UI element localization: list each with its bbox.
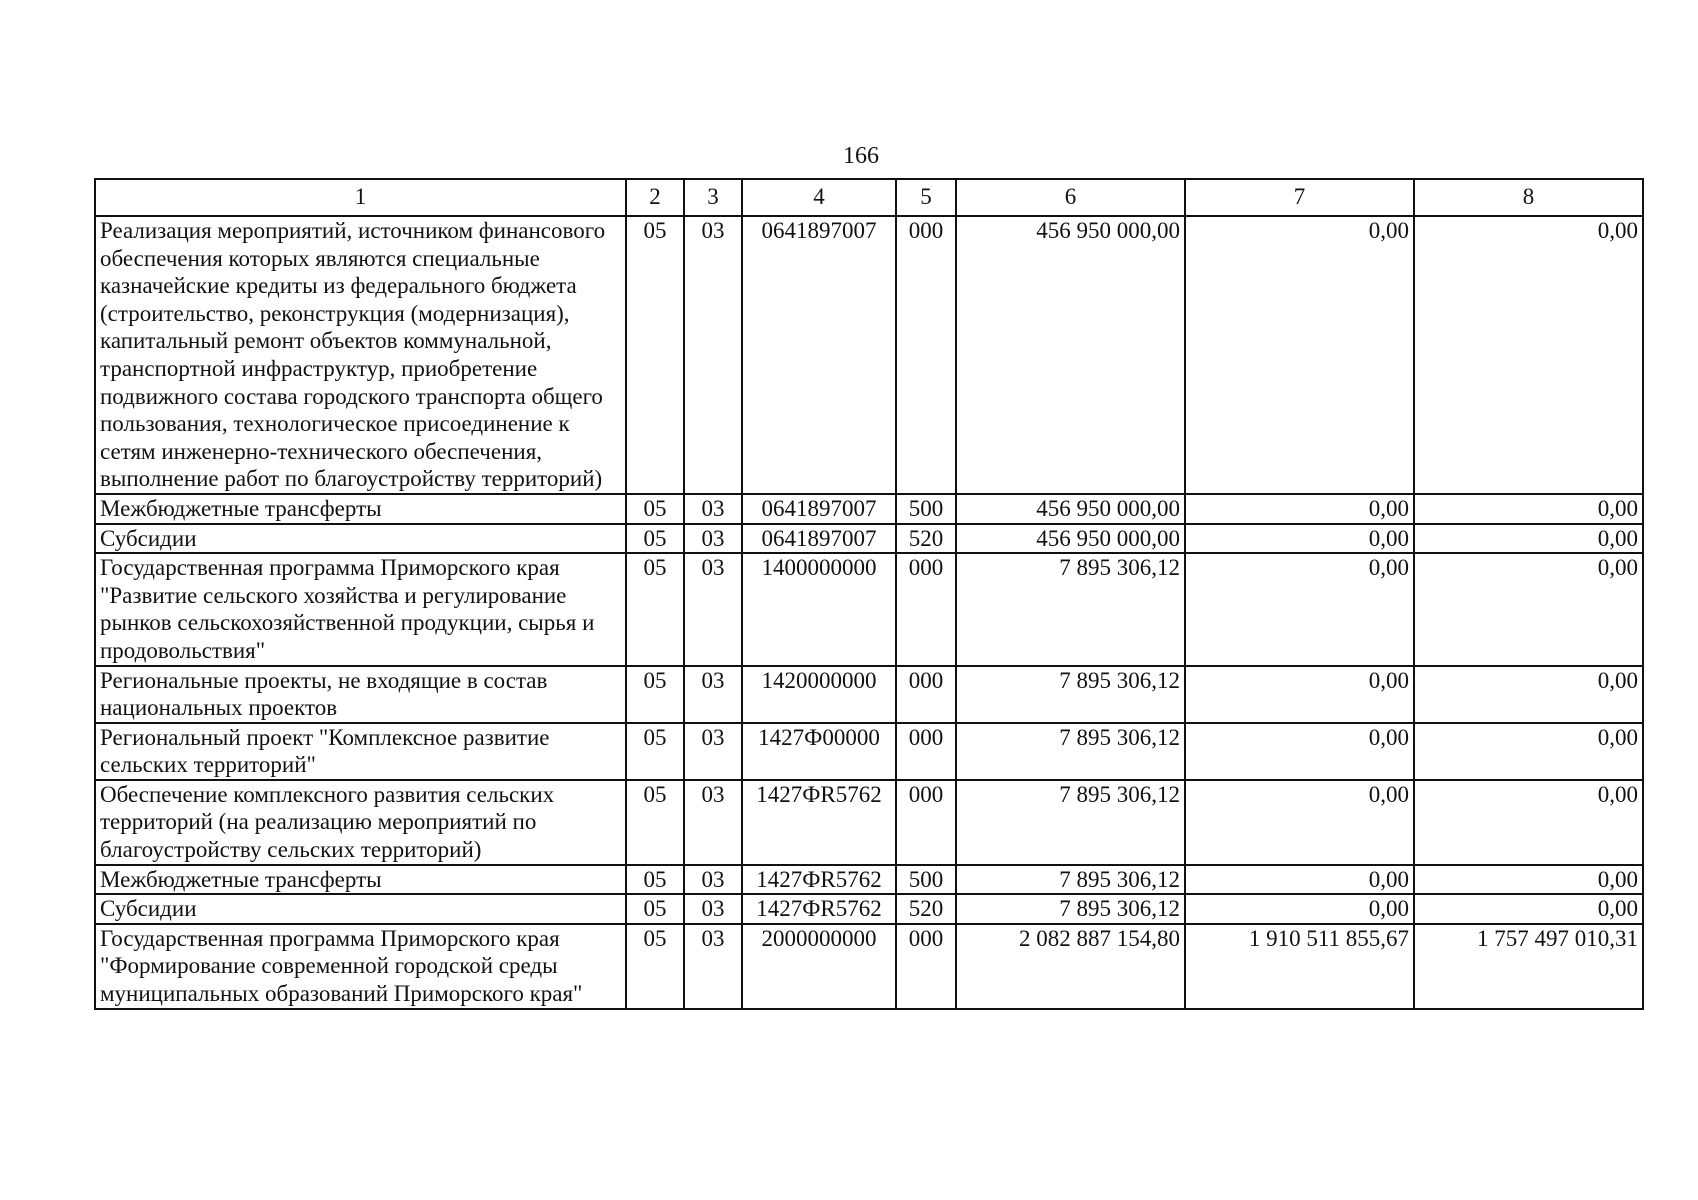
table-row	[95, 553, 1643, 665]
expense-type-code: 000	[896, 216, 956, 494]
page-number: 166	[843, 143, 879, 169]
amount-col8: 0,00	[1414, 894, 1643, 924]
section-code: 05	[626, 666, 684, 723]
subsection-code: 03	[684, 216, 742, 494]
amount-col8: 0,00	[1414, 723, 1643, 780]
amount-col6: 7 895 306,12	[956, 666, 1185, 723]
section-code: 05	[626, 924, 684, 1009]
row-name: Государственная программа Приморского края "Формирование современной городской среды муниципальных образований Приморского края"	[95, 924, 626, 1009]
expense-type-code: 000	[896, 780, 956, 865]
amount-col8: 0,00	[1414, 780, 1643, 865]
column-header: 7	[1185, 179, 1414, 216]
table-row	[95, 865, 1643, 895]
section-code: 05	[626, 553, 684, 665]
subsection-code: 03	[684, 494, 742, 524]
amount-col7: 0,00	[1185, 723, 1414, 780]
target-code: 1427ФR5762	[742, 865, 896, 895]
amount-col8: 0,00	[1414, 216, 1643, 494]
column-header: 4	[742, 179, 896, 216]
amount-col6: 7 895 306,12	[956, 865, 1185, 895]
expense-type-code: 000	[896, 666, 956, 723]
amount-col7: 0,00	[1185, 780, 1414, 865]
amount-col7: 0,00	[1185, 494, 1414, 524]
subsection-code: 03	[684, 723, 742, 780]
row-name: Реализация мероприятий, источником финансового обеспечения которых являются специальные казначейские кредиты из федерального бюджета (строительство, реконструкция (модернизация), капитальный ремонт объектов коммунальной, транспортной инфраструктур, приобретение подвижного состава городского транспорта общего пользования, технологическое присоединение к сетям инженерно-технического обеспечения, выполнение работ по благоустройству территорий)	[95, 216, 626, 494]
subsection-code: 03	[684, 780, 742, 865]
table-row	[95, 723, 1643, 780]
expense-type-code: 500	[896, 494, 956, 524]
amount-col7: 0,00	[1185, 865, 1414, 895]
amount-col6: 456 950 000,00	[956, 524, 1185, 554]
row-name: Межбюджетные трансферты	[95, 865, 626, 895]
amount-col8: 0,00	[1414, 865, 1643, 895]
amount-col7: 0,00	[1185, 666, 1414, 723]
table-row	[95, 494, 1643, 524]
amount-col6: 456 950 000,00	[956, 494, 1185, 524]
amount-col6: 2 082 887 154,80	[956, 924, 1185, 1009]
amount-col7: 0,00	[1185, 553, 1414, 665]
amount-col7: 0,00	[1185, 524, 1414, 554]
target-code: 1400000000	[742, 553, 896, 665]
row-name: Межбюджетные трансферты	[95, 494, 626, 524]
table-row	[95, 216, 1643, 494]
column-header: 5	[896, 179, 956, 216]
row-name: Субсидии	[95, 894, 626, 924]
row-name: Региональный проект "Комплексное развитие сельских территорий"	[95, 723, 626, 780]
section-code: 05	[626, 494, 684, 524]
target-code: 1427ФR5762	[742, 894, 896, 924]
target-code: 0641897007	[742, 524, 896, 554]
target-code: 0641897007	[742, 494, 896, 524]
budget-table	[94, 178, 1644, 1010]
amount-col6: 456 950 000,00	[956, 216, 1185, 494]
row-name: Региональные проекты, не входящие в состав национальных проектов	[95, 666, 626, 723]
table-row	[95, 666, 1643, 723]
expense-type-code: 000	[896, 553, 956, 665]
subsection-code: 03	[684, 924, 742, 1009]
section-code: 05	[626, 524, 684, 554]
header-row	[95, 179, 1643, 216]
section-code: 05	[626, 216, 684, 494]
expense-type-code: 520	[896, 894, 956, 924]
subsection-code: 03	[684, 553, 742, 665]
amount-col8: 1 757 497 010,31	[1414, 924, 1643, 1009]
target-code: 1427ФR5762	[742, 780, 896, 865]
expense-type-code: 000	[896, 723, 956, 780]
expense-type-code: 500	[896, 865, 956, 895]
subsection-code: 03	[684, 894, 742, 924]
column-header: 2	[626, 179, 684, 216]
row-name: Субсидии	[95, 524, 626, 554]
expense-type-code: 520	[896, 524, 956, 554]
column-header: 8	[1414, 179, 1643, 216]
section-code: 05	[626, 780, 684, 865]
target-code: 1420000000	[742, 666, 896, 723]
target-code: 2000000000	[742, 924, 896, 1009]
amount-col7: 0,00	[1185, 894, 1414, 924]
amount-col6: 7 895 306,12	[956, 894, 1185, 924]
amount-col6: 7 895 306,12	[956, 780, 1185, 865]
amount-col7: 0,00	[1185, 216, 1414, 494]
column-header: 6	[956, 179, 1185, 216]
column-header: 3	[684, 179, 742, 216]
subsection-code: 03	[684, 666, 742, 723]
row-name: Государственная программа Приморского края "Развитие сельского хозяйства и регулирование рынков сельскохозяйственной продукции, сырья и продовольствия"	[95, 553, 626, 665]
column-header: 1	[95, 179, 626, 216]
target-code: 1427Ф00000	[742, 723, 896, 780]
table-row	[95, 894, 1643, 924]
subsection-code: 03	[684, 865, 742, 895]
subsection-code: 03	[684, 524, 742, 554]
row-name: Обеспечение комплексного развития сельских территорий (на реализацию мероприятий по благоустройству сельских территорий)	[95, 780, 626, 865]
section-code: 05	[626, 723, 684, 780]
section-code: 05	[626, 894, 684, 924]
amount-col8: 0,00	[1414, 666, 1643, 723]
amount-col8: 0,00	[1414, 494, 1643, 524]
amount-col7: 1 910 511 855,67	[1185, 924, 1414, 1009]
target-code: 0641897007	[742, 216, 896, 494]
amount-col8: 0,00	[1414, 524, 1643, 554]
table-row	[95, 780, 1643, 865]
table-row	[95, 924, 1643, 1009]
amount-col6: 7 895 306,12	[956, 553, 1185, 665]
amount-col8: 0,00	[1414, 553, 1643, 665]
amount-col6: 7 895 306,12	[956, 723, 1185, 780]
expense-type-code: 000	[896, 924, 956, 1009]
section-code: 05	[626, 865, 684, 895]
table-row	[95, 524, 1643, 554]
